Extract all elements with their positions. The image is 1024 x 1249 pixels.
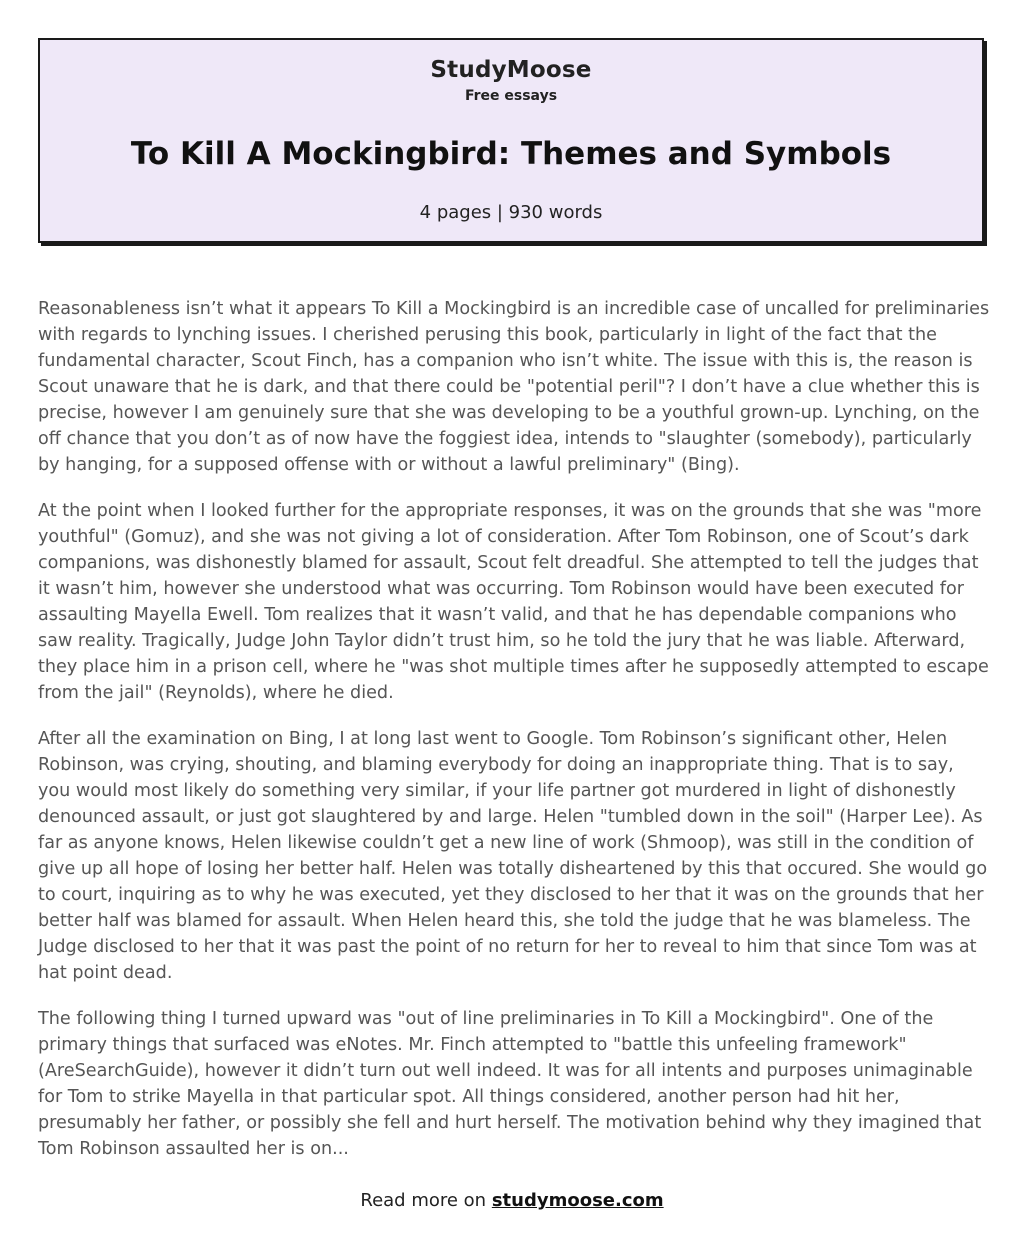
essay-paragraph: Reasonableness isn’t what it appears To Kill a Mockingbird is an incredible case of uncalled for preliminaries with regards to lynching issues. I cherished perusing this book, particularly in light of the fact that the fundamental character, Scout Finch, has a companion who isn’t white. The issue with this is, the reason is Scout unaware that he is dark, and that there could be "potential peril"? I don’t have a clue whether this is precise, however I am genuinely sure that she was developing to be a youthful grown-up. Lynching, on the off chance that you don’t as of now have the foggiest idea, intends to "slaughter (somebody), particularly by hanging, for a supposed offense with or without a lawful preliminary" (Bing).	[38, 299, 990, 475]
essay-meta: 4 pages | 930 words	[419, 202, 603, 223]
footer	[0, 1190, 1024, 1211]
essay-header	[38, 38, 984, 243]
essay-paragraph: At the point when I looked further for the appropriate responses, it was on the grounds that she was "more youthful" (Gomuz), and she was not giving a lot of consideration. After Tom Robinson, one of Scout’s dark companions, was dishonestly blamed for assault, Scout felt dreadful. She attempted to tell the judges that it wasn’t him, however she understood what was occurring. Tom Robinson would have been executed for assaulting Mayella Ewell. Tom realizes that it wasn’t valid, and that he has dependable companions who saw reality. Tragically, Judge John Taylor didn’t trust him, so he told the jury that he was liable. Afterward, they place him in a prison cell, where he "was shot multiple times after he supposedly attempted to escape from the jail" (Reynolds), where he died.	[38, 501, 989, 703]
footer-prefix: Read more on	[360, 1190, 492, 1211]
essay-paragraph: After all the examination on Bing, I at long last went to Google. Tom Robinson’s significant other, Helen Robinson, was crying, shouting, and blaming everybody for doing an inappropriate thing. That is to say, you would most likely do something very similar, if your life partner got murdered in light of dishonestly denounced assault, or just got slaughtered by and large. Helen "tumbled down in the soil" (Harper Lee). As far as anyone knows, Helen likewise couldn’t get a new line of work (Shmoop), was still in the condition of give up all hope of losing her better half. Helen was totally disheartened by this that occured. She would go to court, inquiring as to why he was executed, yet they disclosed to her that it was on the grounds that her better half was blamed for assault. When Helen heard this, she told the judge that he was blameless. The Judge disclosed to her that it was past the point of no return for her to reveal to him that since Tom was at hat point dead.	[38, 729, 988, 983]
brand-tagline: Free essays	[464, 88, 558, 104]
essay-title: To Kill A Mockingbird: Themes and Symbols	[130, 136, 892, 172]
essay-body	[38, 296, 990, 1182]
brand-logo[interactable]: StudyMoose	[430, 57, 592, 83]
essay-paragraph: The following thing I turned upward was "out of line preliminaries in To Kill a Mockingbird". One of the primary things that surfaced was eNotes. Mr. Finch attempted to "battle this unfeeling framework" (AreSearchGuide), however it didn’t turn out well indeed. It was for all intents and purposes unimaginable for Tom to strike Mayella in that particular spot. All things considered, another person had hit her, presumably her father, or possibly she fell and hurt herself. The motivation behind why they imagined that Tom Robinson assaulted her is on...	[38, 1009, 982, 1159]
studymoose-link[interactable]: studymoose.com	[491, 1190, 664, 1211]
